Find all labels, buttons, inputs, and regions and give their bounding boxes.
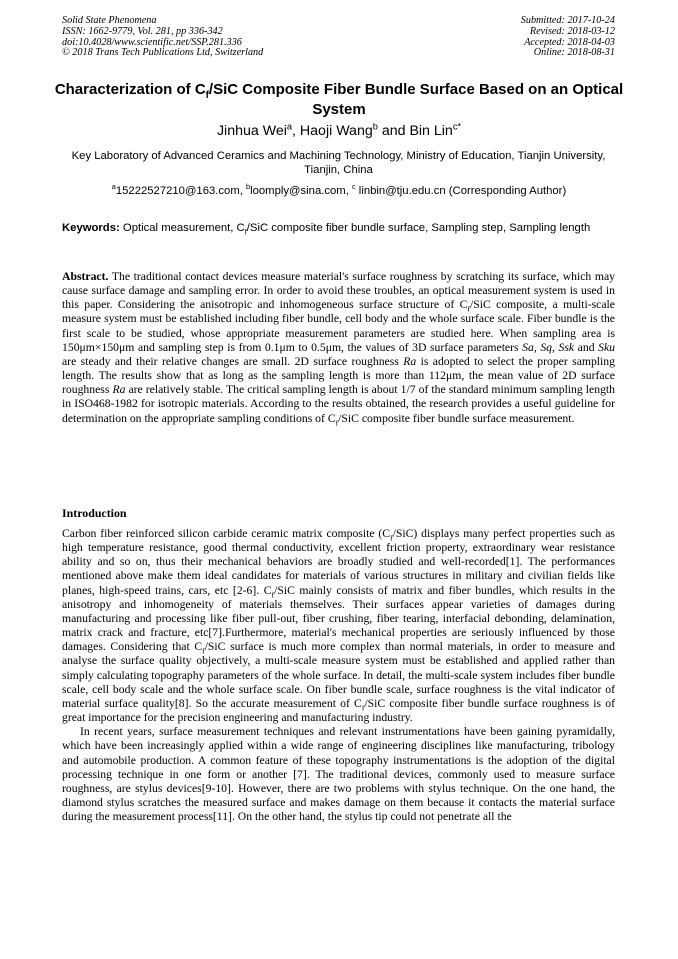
author-name: Jinhua Wei bbox=[216, 123, 287, 139]
paper-title: Characterization of $C_f$/SiC Composite Fiber Bundle Surface Based on an Optical System bbox=[54, 81, 624, 118]
author-name: Haoji Wang bbox=[299, 123, 373, 139]
author-name: Bin Lin bbox=[409, 123, 453, 139]
date-submitted: Submitted: 2017-10-24 bbox=[520, 15, 615, 26]
abstract: Abstract. The traditional contact devices measure material's surface roughness by scratching its surface, which may cause surface damage and sampling error. In order to avoid these troubles, an optical measurement system is used in this paper. Considering the anisotropic and inhomogeneous surface structure of $C_f$/SiC composite, a multi-scale measure system must be established including fiber bundle, cell body and the whole surface scale. Fiber bundle is the first scale to be studied, whose appropriate measurement parameters are studied here. When sampling area is 150μm×150μm and sampling step is from 0.1μm to 0.5μm, the values of 3D surface parameters Sa, Sq, Ssk and Sku are steady and their relative changes are small. 2D surface roughness Ra is adopted to select the proper sampling length. The results show that as long as the sampling length is more than 112μm, the mean value of 2D surface roughness Ra are relatively stable. The critical sampling length is about 1/7 of the standard minimum sampling length in ISO468-1982 for isotropic materials. According to the results obtained, the research provides a useful guideline for determination on the appropriate sampling conditions of $C_f$/SiC composite fiber bundle surface measurement. bbox=[62, 270, 616, 427]
author-mark: b bbox=[372, 121, 378, 132]
journal-name: Solid State Phenomena bbox=[62, 15, 157, 26]
journal-info bbox=[62, 16, 263, 59]
abstract-label: Abstract. bbox=[62, 270, 109, 283]
date-revised: Revised: 2018-03-12 bbox=[529, 25, 615, 37]
author-mark: c* bbox=[452, 121, 462, 132]
journal-issn: ISSN: 1662-9779, Vol. 281, pp 336-342 bbox=[62, 25, 223, 37]
email-b: loomply@sina.com, bbox=[250, 185, 352, 197]
email-c: linbin@tju.edu.cn (Corresponding Author) bbox=[355, 185, 567, 197]
date-online: Online: 2018-08-31 bbox=[533, 47, 615, 59]
paragraph: Carbon fiber reinforced silicon carbide ceramic matrix composite $(C_f/SiC)$ displays many perfect properties such as high temperature resistance, good thermal conductivity, excellent friction property, extraordinary wear resistance ability and so on, thus their mechanical behaviors are broadly studied and well-recorded[1]. The performances mentioned above make them ideal candidates for materials of various structures in military and civilian fields like planes, high-speed trains, cars, etc [2-6]. $C_f$/SiC mainly consists of matrix and fiber bundles, which results in the anisotropy and inhomogeneity of materials themselves. Their surfaces appear varieties of damages during manufacturing and processing like fiber pull-out, fiber crushing, fiber tearing, interfacial debonding, delamination, matrix crack and fracture, etc[7].Furthermore, material's mechanical properties are seriously influenced by those damages. Considering that $C_f$/SiC surface is much more complex than normal materials, in order to measure and analyse the surface quality objectively, a multi-scale measure system must be established and applied rather than simply calculating topography parameters of the whole surface. In detail, the multi-scale system includes fiber bundle scale, cell body scale and the whole surface scale. On fiber bundle scale, surface roughness is the vital indicator of material surface quality[8]. So the accurate measurement of $C_f$/SiC composite fiber bundle surface roughness is of great importance for the precision engineering and manufacturing industry. bbox=[62, 527, 616, 725]
journal-doi: doi:10.4028/www.scientific.net/SSP.281.336 bbox=[62, 36, 242, 48]
journal-copyright: © 2018 Trans Tech Publications Ltd, Switzerland bbox=[62, 47, 264, 59]
author-mark: a bbox=[286, 121, 293, 132]
keywords: Keywords: Optical measurement, $C_f$/SiC composite fiber bundle surface, Sampling step, Sampling length bbox=[62, 222, 591, 237]
paragraph: In recent years, surface measurement techniques and relevant instrumentations have been gaining pyramidally, which have been increasingly applied within a wide range of engineering disciplines like manufacturing, tribology and automobile production. A common feature of these topography instrumentations is the adoption of the digital processing technique in one form or another [7]. The traditional devices, commonly used to measure surface roughness, are stylus devices[9-10]. However, there are two problems with stylus technique. On the one hand, the diamond stylus scratches the measured surface and makes damage on them because it contacts the material surface during the measurement process[11]. On the other hand, the stylus tip could not penetrate all the bbox=[62, 725, 615, 824]
date-accepted: Accepted: 2018-04-03 bbox=[524, 36, 615, 48]
email-a: 15222527210@163.com, bbox=[115, 185, 247, 197]
keywords-label: Keywords: bbox=[62, 222, 120, 234]
introduction-body bbox=[62, 527, 615, 824]
section-heading-introduction: Introduction bbox=[62, 506, 127, 520]
submission-dates bbox=[521, 16, 615, 59]
author-list: Jinhua Wei$^a$, Haoji Wang$^b$ and Bin Lin$^{c*}$ bbox=[216, 121, 462, 139]
affiliation: Key Laboratory of Advanced Ceramics and Machining Technology, Ministry of Education, Tianjin University, Tianjin, China bbox=[71, 150, 606, 177]
author-emails: $^a$15222527210@163.com, $^b$loomply@sina.com, $^c$ linbin@tju.edu.cn (Corresponding Author) bbox=[111, 182, 567, 197]
